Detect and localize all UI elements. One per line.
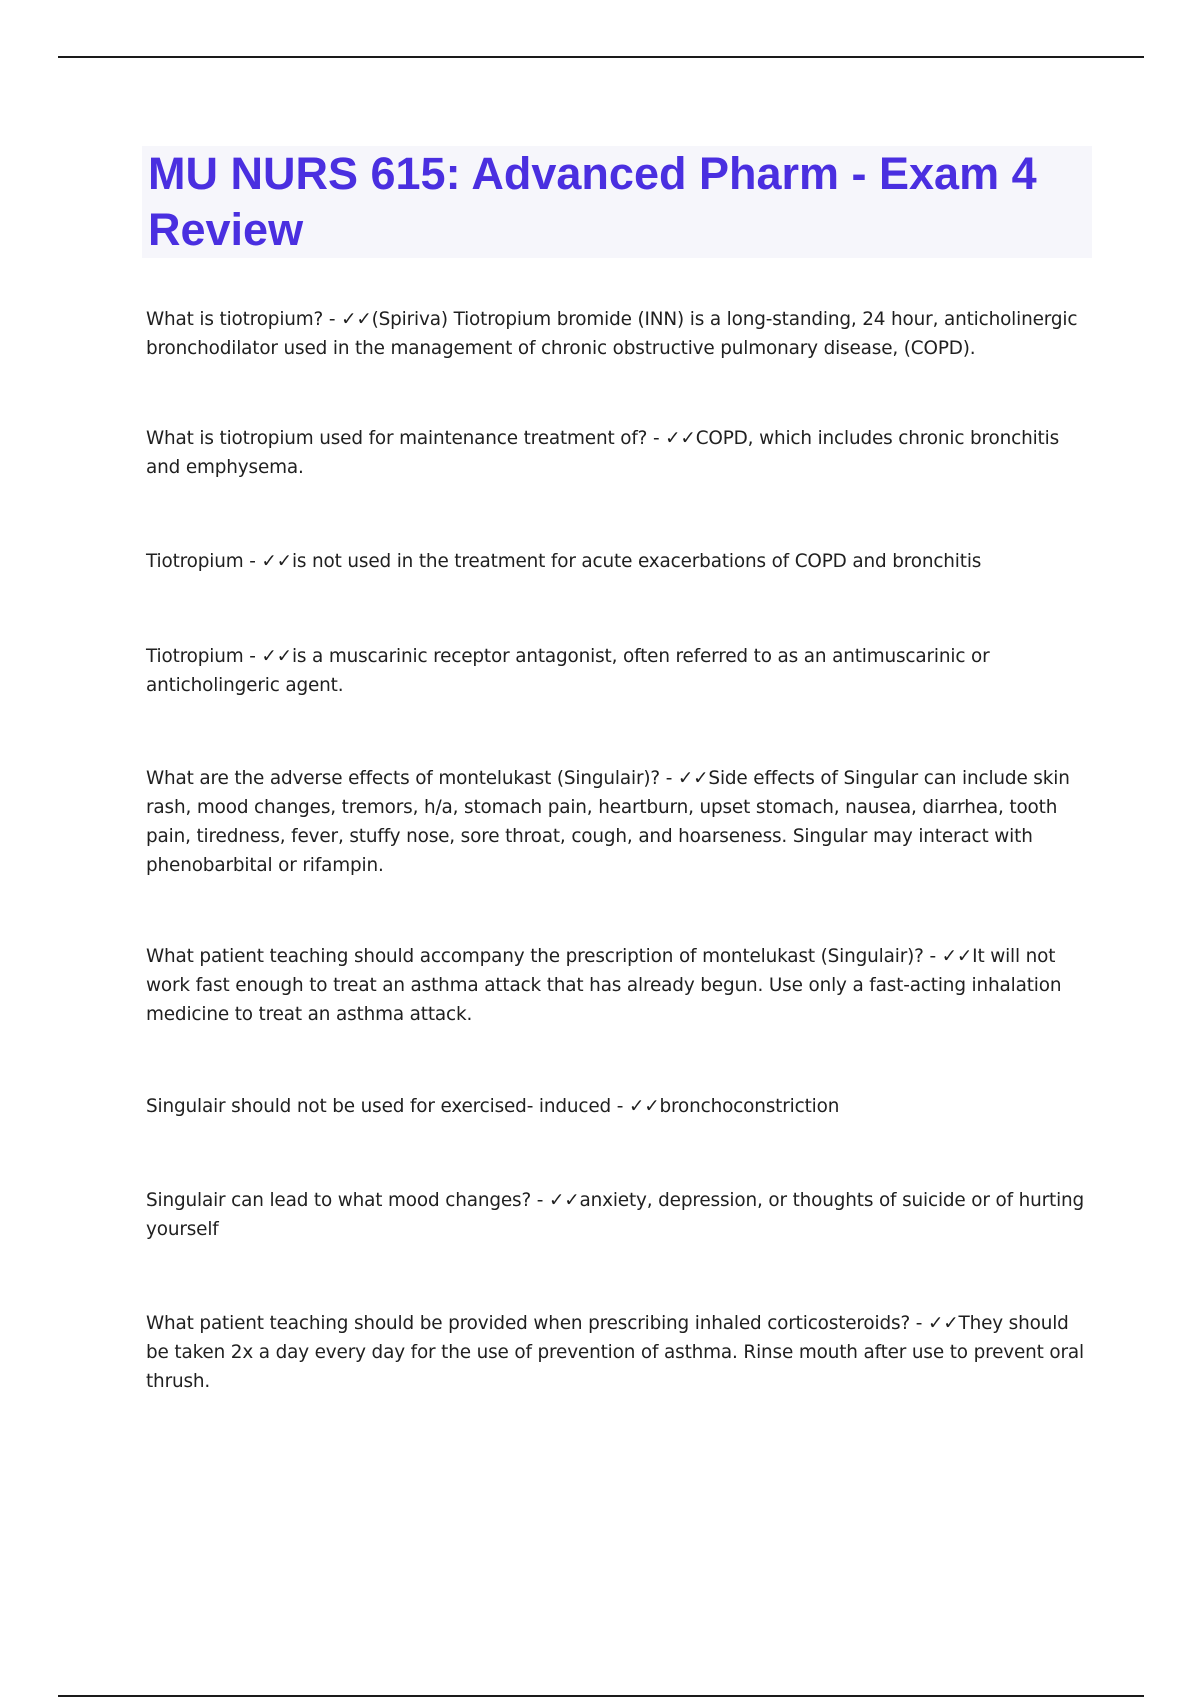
qa-separator: - <box>923 946 942 967</box>
check-mark-icon: ✓✓ <box>927 1313 959 1334</box>
qa-answer: is a muscarinic receptor antagonist, often referred to as an antimuscarinic or anticholingeric agent. <box>146 646 990 696</box>
qa-entry <box>146 424 1086 482</box>
qa-entry <box>146 305 1086 363</box>
qa-separator: - <box>647 428 666 449</box>
qa-entry <box>146 764 1086 880</box>
qa-entry <box>146 1309 1086 1396</box>
qa-term: Tiotropium <box>146 551 244 572</box>
check-mark-icon: ✓✓ <box>677 768 709 789</box>
qa-entry <box>146 642 1086 700</box>
qa-answer: It will not work fast enough to treat an asthma attack that has already begun. Use only a fast-acting inhalation medicine to treat an asthma attack. <box>146 946 1062 1025</box>
qa-answer: bronchoconstriction <box>659 1096 840 1117</box>
check-mark-icon: ✓✓ <box>261 551 292 572</box>
qa-separator: - <box>611 1096 629 1117</box>
qa-separator: - <box>243 551 262 572</box>
qa-answer: anxiety, depression, or thoughts of suicide or of hurting yourself <box>146 1190 1085 1240</box>
qa-entry <box>146 547 1086 576</box>
qa-answer: (Spiriva) Tiotropium bromide (INN) is a long-standing, 24 hour, anticholinergic bronchodilator used in the management of chronic obstructive pulmonary disease, (COPD). <box>146 309 1078 359</box>
qa-term: What is tiotropium used for maintenance treatment of? <box>146 428 648 449</box>
qa-separator: - <box>243 646 262 667</box>
qa-list <box>146 305 1086 1396</box>
qa-separator: - <box>660 768 678 789</box>
check-mark-icon: ✓✓ <box>261 646 292 667</box>
qa-term: What patient teaching should be provided when prescribing inhaled corticosteroids? <box>146 1313 911 1334</box>
check-mark-icon: ✓✓ <box>341 309 372 330</box>
qa-answer: COPD, which includes chronic bronchitis and emphysema. <box>146 428 1060 478</box>
document-title: MU NURS 615: Advanced Pharm - Exam 4 Review <box>148 148 1037 255</box>
check-mark-icon: ✓✓ <box>548 1190 580 1211</box>
check-mark-icon: ✓✓ <box>665 428 696 449</box>
qa-entry <box>146 1092 1086 1121</box>
qa-entry <box>146 1186 1086 1244</box>
bottom-rule <box>58 1695 1144 1697</box>
qa-term: What are the adverse effects of montelukast (Singulair)? <box>146 768 660 789</box>
qa-answer: Side effects of Singular can include skin rash, mood changes, tremors, h/a, stomach pain, heartburn, upset stomach, nausea, diarrhea, tooth pain, tiredness, fever, stuffy nose, sore throat, cough, and hoarseness. Singular may interact with phenobarbital or rifampin. <box>146 768 1070 876</box>
qa-separator: - <box>323 309 342 330</box>
qa-term: What is tiotropium? <box>146 309 324 330</box>
qa-entry <box>146 942 1086 1029</box>
qa-term: Tiotropium <box>146 646 244 667</box>
qa-answer: is not used in the treatment for acute exacerbations of COPD and bronchitis <box>291 551 982 572</box>
qa-separator: - <box>531 1190 549 1211</box>
qa-term: Singulair can lead to what mood changes? <box>146 1190 532 1211</box>
check-mark-icon: ✓✓ <box>941 946 973 967</box>
check-mark-icon: ✓✓ <box>628 1096 660 1117</box>
qa-answer: They should be taken 2x a day every day for the use of prevention of asthma. Rinse mouth after use to prevent oral thrush. <box>146 1313 1085 1392</box>
qa-term: Singulair should not be used for exercised- induced <box>146 1096 612 1117</box>
top-rule <box>58 56 1144 58</box>
qa-separator: - <box>910 1313 928 1334</box>
title-banner <box>142 146 1092 258</box>
qa-term: What patient teaching should accompany the prescription of montelukast (Singulair)? <box>146 946 924 967</box>
